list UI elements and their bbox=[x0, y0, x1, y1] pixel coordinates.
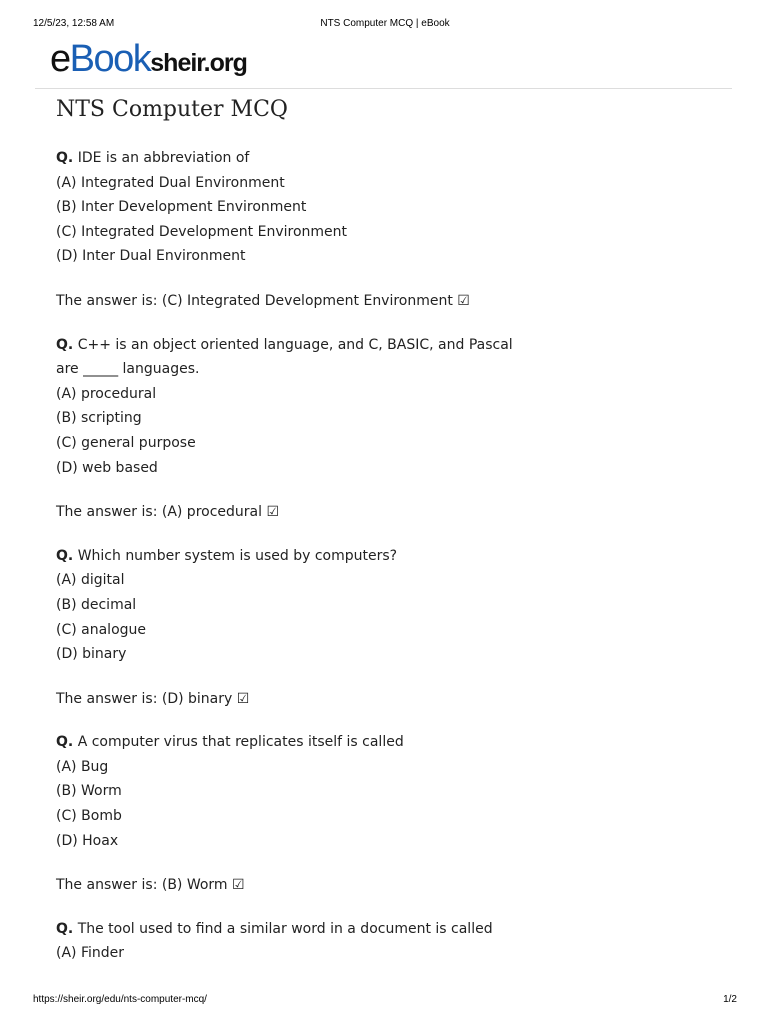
answer-2: The answer is: (A) procedural ☑ bbox=[56, 504, 280, 521]
question-5 bbox=[56, 917, 516, 966]
question-label: Q. bbox=[56, 547, 74, 564]
option-b: (B) Inter Development Environment bbox=[56, 199, 307, 216]
question-text: A computer virus that replicates itself is called bbox=[77, 734, 404, 751]
print-url: https://sheir.org/edu/nts-computer-mcq/ bbox=[33, 994, 207, 1005]
question-text: Which number system is used by computers? bbox=[77, 547, 398, 564]
answer-1: The answer is: (C) Integrated Development Environment ☑ bbox=[56, 292, 470, 309]
answer-3: The answer is: (D) binary ☑ bbox=[56, 690, 250, 707]
question-label: Q. bbox=[56, 336, 74, 353]
option-b: (B) Worm bbox=[56, 783, 122, 800]
question-text: C++ is an object oriented language, and C, BASIC, and Pascal are _____ languages. bbox=[56, 336, 513, 378]
option-c: (C) Bomb bbox=[56, 808, 122, 825]
option-d: (D) Hoax bbox=[56, 832, 119, 849]
option-c: (C) Integrated Development Environment bbox=[56, 223, 348, 240]
option-b: (B) scripting bbox=[56, 410, 142, 427]
question-4 bbox=[56, 730, 516, 853]
option-d: (D) Inter Dual Environment bbox=[56, 248, 246, 265]
option-a: (A) Bug bbox=[56, 758, 109, 775]
question-label: Q. bbox=[56, 920, 74, 937]
option-d: (D) web based bbox=[56, 459, 158, 476]
answer-4: The answer is: (B) Worm ☑ bbox=[56, 877, 245, 894]
question-1 bbox=[56, 146, 516, 269]
logo-book: Book bbox=[69, 38, 151, 80]
question-3 bbox=[56, 544, 516, 667]
option-c: (C) general purpose bbox=[56, 434, 196, 451]
mcq-content bbox=[56, 146, 516, 986]
print-document-title: NTS Computer MCQ | eBook bbox=[320, 18, 450, 29]
question-label: Q. bbox=[56, 150, 74, 166]
option-d: (D) binary bbox=[56, 646, 127, 663]
option-a: (A) procedural bbox=[56, 385, 157, 402]
print-datetime: 12/5/23, 12:58 AM bbox=[33, 18, 115, 29]
page-number: 1/2 bbox=[723, 994, 737, 1005]
option-b: (B) decimal bbox=[56, 596, 137, 613]
option-c: (C) analogue bbox=[56, 621, 147, 638]
site-logo[interactable] bbox=[50, 38, 247, 88]
question-2 bbox=[56, 333, 516, 481]
option-a: (A) digital bbox=[56, 572, 125, 589]
question-text: The tool used to find a similar word in a document is called bbox=[77, 920, 493, 937]
logo-e: e bbox=[50, 38, 70, 80]
option-a: (A) Integrated Dual Environment bbox=[56, 174, 285, 191]
question-label: Q. bbox=[56, 734, 74, 751]
logo-domain: sheir.org bbox=[150, 49, 247, 77]
page-title: NTS Computer MCQ bbox=[56, 97, 288, 122]
print-footer bbox=[33, 994, 737, 1008]
question-text: IDE is an abbreviation of bbox=[77, 150, 250, 166]
header-divider bbox=[35, 88, 732, 89]
option-a: (A) Finder bbox=[56, 945, 125, 962]
print-header bbox=[33, 18, 737, 32]
